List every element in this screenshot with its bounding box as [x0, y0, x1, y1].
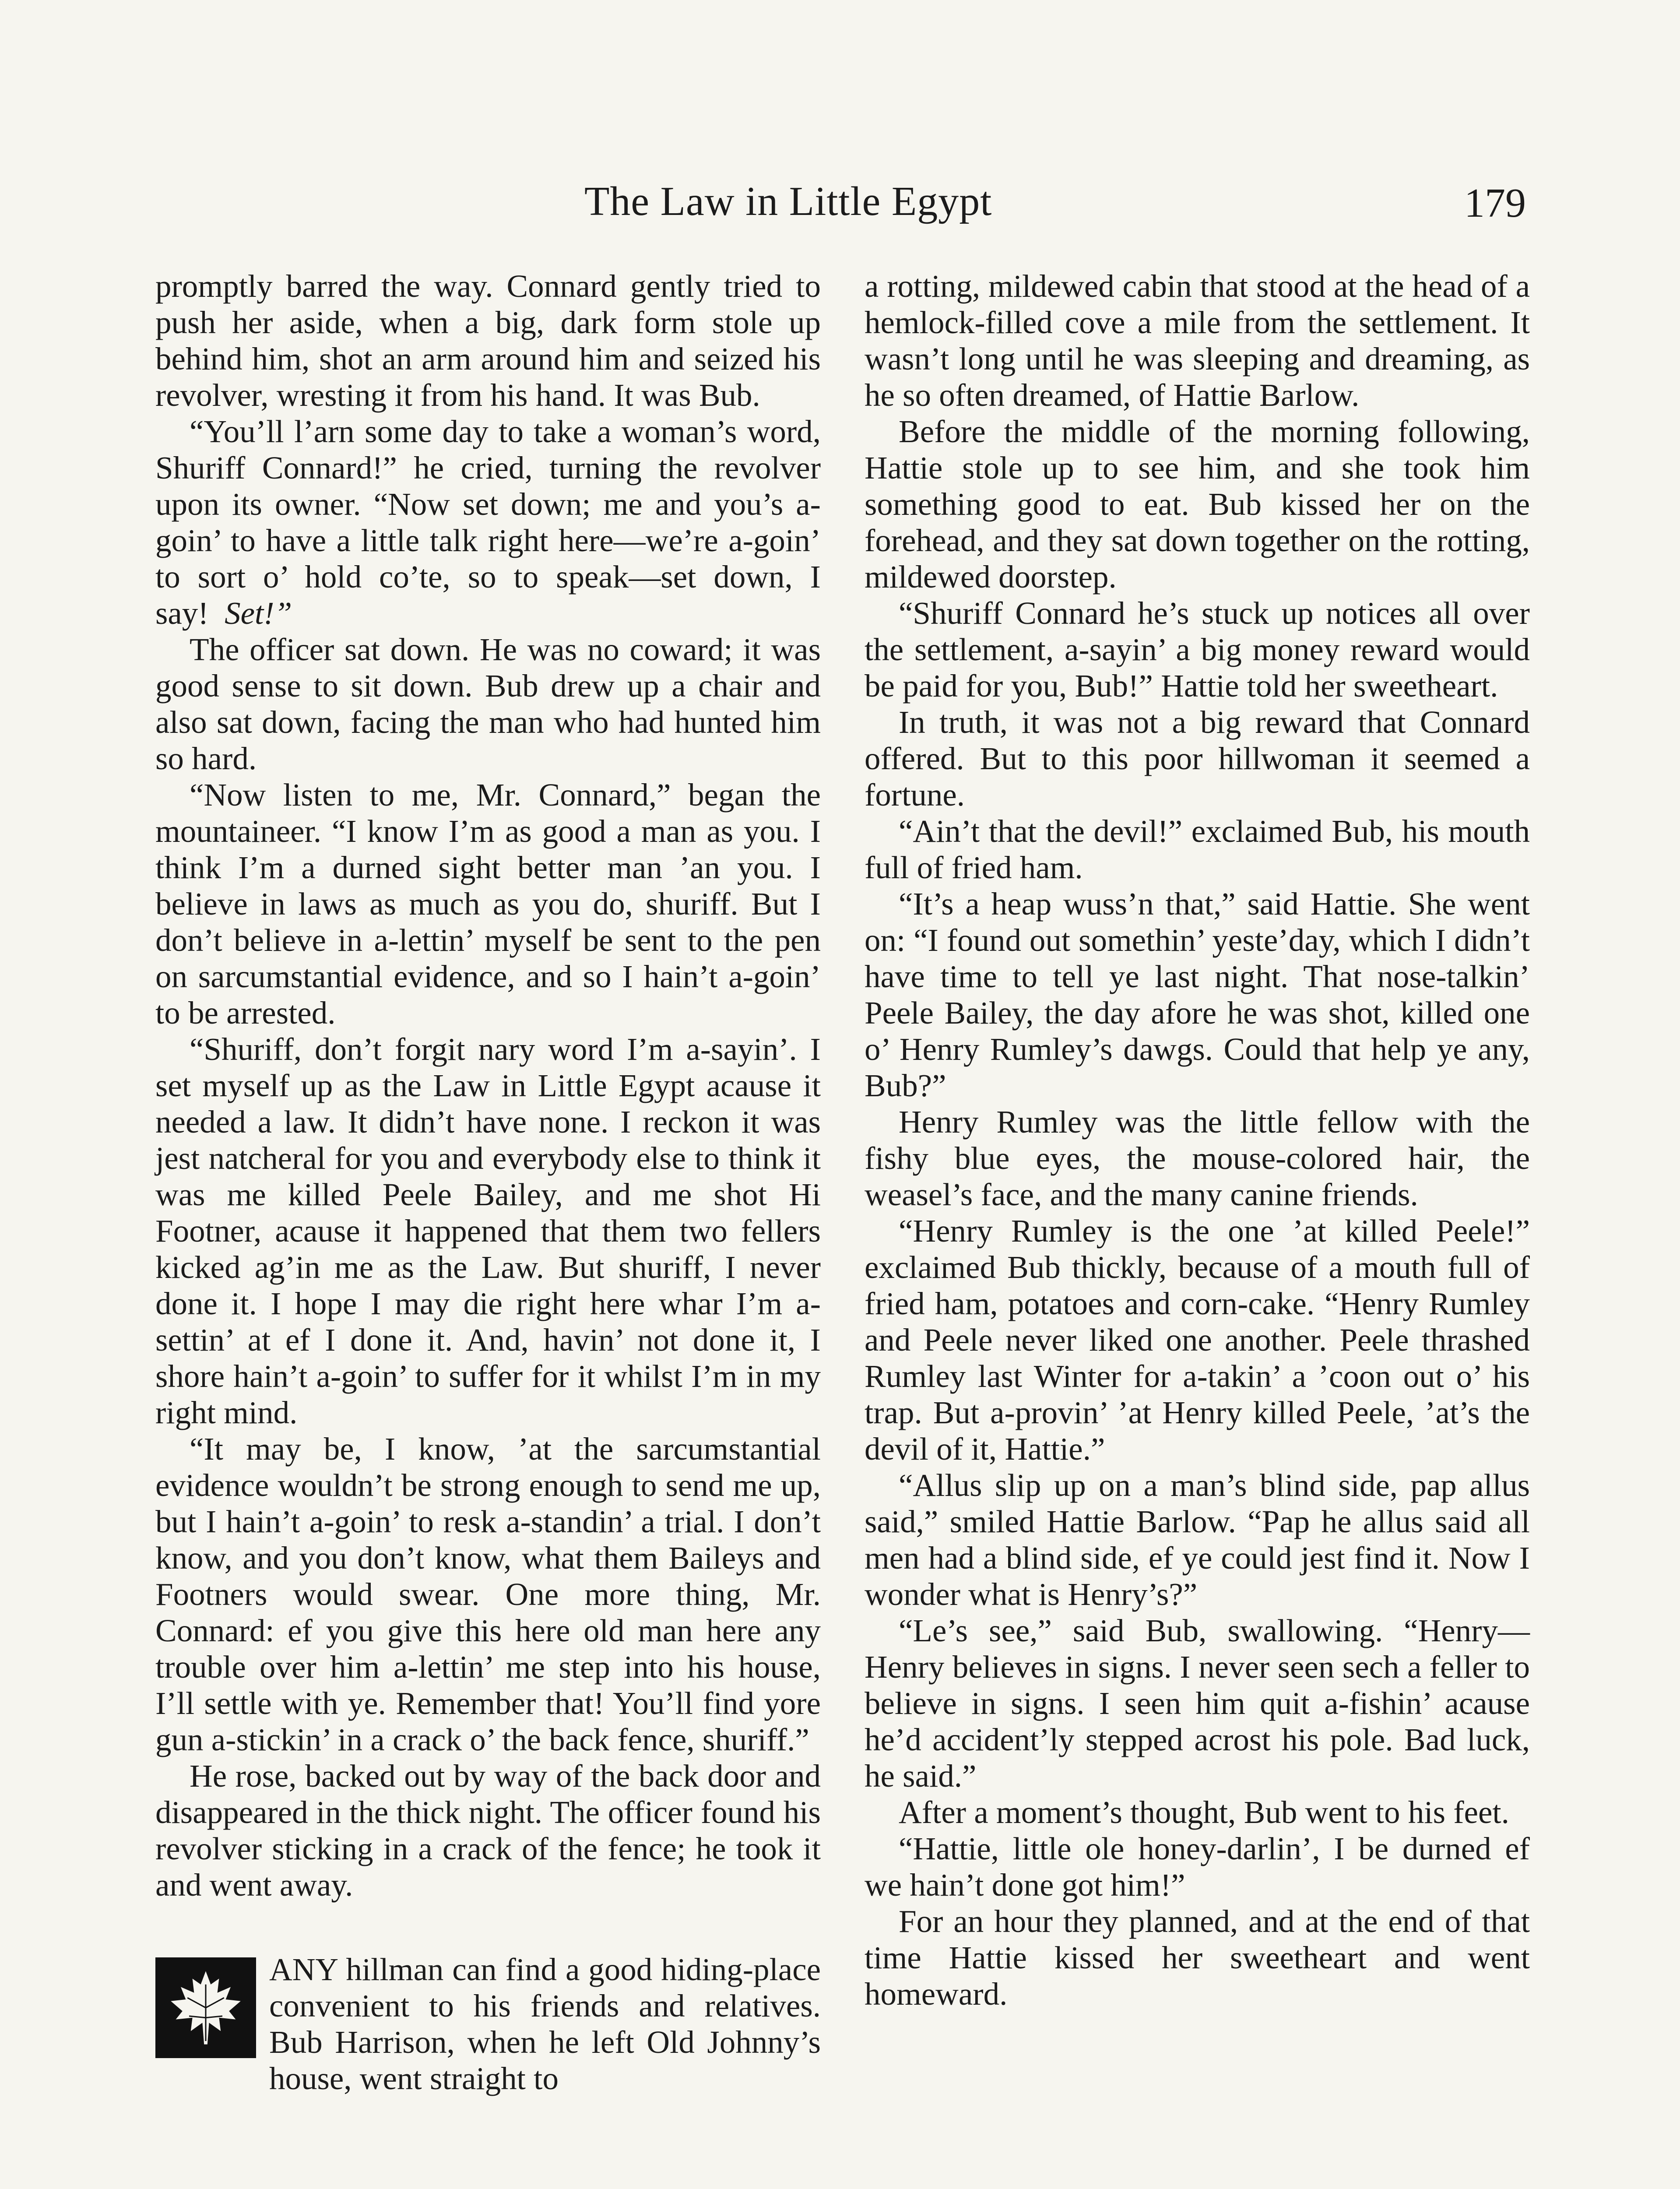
paragraph: [155, 413, 821, 631]
left-column: [155, 268, 821, 2100]
paragraph: After a moment’s thought, Bub went to his feet.: [899, 1795, 1509, 1830]
paragraph: “Henry Rumley is the one ’at killed Peele!” exclaimed Bub thickly, because of a mouth full of fried ham, potatoes and corn-cake. “Henry Rumley and Peele never liked one another. Peele thrashed Rumley last Winter for a-takin’ a ’coon out o’ his trap. But a-provin’ ’at Henry killed Peele, ’at’s the devil of it, Hattie.”: [865, 1213, 1530, 1467]
maple-leaf-icon: [155, 1957, 256, 2058]
paragraph: “Ain’t that the devil!” exclaimed Bub, his mouth full of fried ham.: [865, 813, 1530, 885]
paragraph: In truth, it was not a big reward that Connard offered. But to this poor hillwoman it seemed a fortune.: [865, 704, 1530, 813]
emphasis-text: Set!”: [225, 595, 292, 631]
paragraph: Before the middle of the morning following, Hattie stole up to see him, and she took him something good to eat. Bub kissed her on the forehead, and they sat down together on the rotting, mildewed doorstep.: [865, 414, 1530, 595]
paragraph: “Allus slip up on a man’s blind side, pap allus said,” smiled Hattie Barlow. “Pap he allus said all men had a blind side, ef ye could jest find it. Now I wonder what is Henry’s?”: [865, 1468, 1530, 1612]
section-opening-text: ANY hillman can find a good hiding-place convenient to his friends and relatives. Bub Harrison, when he left Old Johnny’s house, went straight to: [269, 1952, 821, 2096]
paragraph: promptly barred the way. Connard gently tried to push her aside, when a big, dark form stole up behind him, shot an arm around him and seized his revolver, wresting it from his hand. It was Bub.: [155, 268, 821, 413]
page-number: 179: [1464, 180, 1526, 226]
section-opening: [155, 1951, 821, 2100]
paragraph: “Le’s see,” said Bub, swallowing. “Henry—Henry believes in signs. I never seen sech a feller to believe in signs. I seen him quit a-fishin’ acause he’d accident’ly stepped acrost his pole. Bad luck, he said.”: [865, 1613, 1530, 1794]
paragraph: “Hattie, little ole honey-darlin’, I be durned ef we hain’t done got him!”: [865, 1831, 1530, 1903]
paragraph: For an hour they planned, and at the end of that time Hattie kissed her sweetheart and went homeward.: [865, 1904, 1530, 2012]
paragraph: “Shuriff Connard he’s stuck up notices all over the settlement, a-sayin’ a big money reward would be paid for you, Bub!” Hattie told her sweetheart.: [865, 595, 1530, 704]
running-head: [0, 175, 1680, 236]
running-title: The Law in Little Egypt: [584, 179, 992, 224]
section-break: [155, 1903, 821, 1951]
paragraph: “It’s a heap wuss’n that,” said Hattie. She went on: “I found out somethin’ yeste’day, which I didn’t have time to tell ye last night. That nose-talkin’ Peele Bailey, the day afore he was shot, killed one o’ Henry Rumley’s dawgs. Could that help ye any, Bub?”: [865, 886, 1530, 1103]
right-column: [865, 268, 1530, 2012]
paragraph-text: “You’ll l’arn some day to take a woman’s word, Shuriff Connard!” he cried, turning the revolver upon its owner. “Now set down; me and you’s a-goin’ to have a little talk right here—we’re a-goin’ to sort o’ hold co’te, so to speak—set down, I say!: [155, 414, 821, 631]
paragraph: Henry Rumley was the little fellow with the fishy blue eyes, the mouse-colored hair, the weasel’s face, and the many canine friends.: [865, 1104, 1530, 1212]
paragraph: “Now listen to me, Mr. Connard,” began the mountaineer. “I know I’m as good a man as you. I think I’m a durned sight better man ’an you. I believe in laws as much as you do, shuriff. But I don’t believe in a-lettin’ myself be sent to the pen on sarcumstantial evidence, and so I hain’t a-goin’ to be arrested.: [155, 777, 821, 1031]
paragraph: a rotting, mildewed cabin that stood at the head of a hemlock-filled cove a mile from the settlement. It wasn’t long until he was sleeping and dreaming, as he so often dreamed, of Hattie Barlow.: [865, 268, 1530, 413]
paragraph: He rose, backed out by way of the back door and disappeared in the thick night. The officer found his revolver sticking in a crack of the fence; he took it and went away.: [155, 1758, 821, 1903]
paragraph: The officer sat down. He was no coward; it was good sense to sit down. Bub drew up a chair and also sat down, facing the man who had hunted him so hard.: [155, 632, 821, 776]
paragraph: “Shuriff, don’t forgit nary word I’m a-sayin’. I set myself up as the Law in Little Egypt acause it needed a law. It didn’t have none. I reckon it was jest natcheral for you and everybody else to think it was me killed Peele Bailey, and me shot Hi Footner, acause it happened that them two fellers kicked ag’in me as the Law. But shuriff, I never done it. I hope I may die right here whar I’m a-settin’ at ef I done it. And, havin’ not done it, I shore hain’t a-goin’ to suffer for it whilst I’m in my right mind.: [155, 1031, 821, 1430]
paragraph: “It may be, I know, ’at the sarcumstantial evidence wouldn’t be strong enough to send me up, but I hain’t a-goin’ to resk a-standin’ a trial. I don’t know, and you don’t know, what them Baileys and Footners would swear. One more thing, Mr. Connard: ef you give this here old man here any trouble over him a-lettin’ me step into his house, I’ll settle with ye. Remember that! You’ll find yore gun a-stickin’ in a crack o’ the back fence, shuriff.”: [155, 1431, 821, 1757]
